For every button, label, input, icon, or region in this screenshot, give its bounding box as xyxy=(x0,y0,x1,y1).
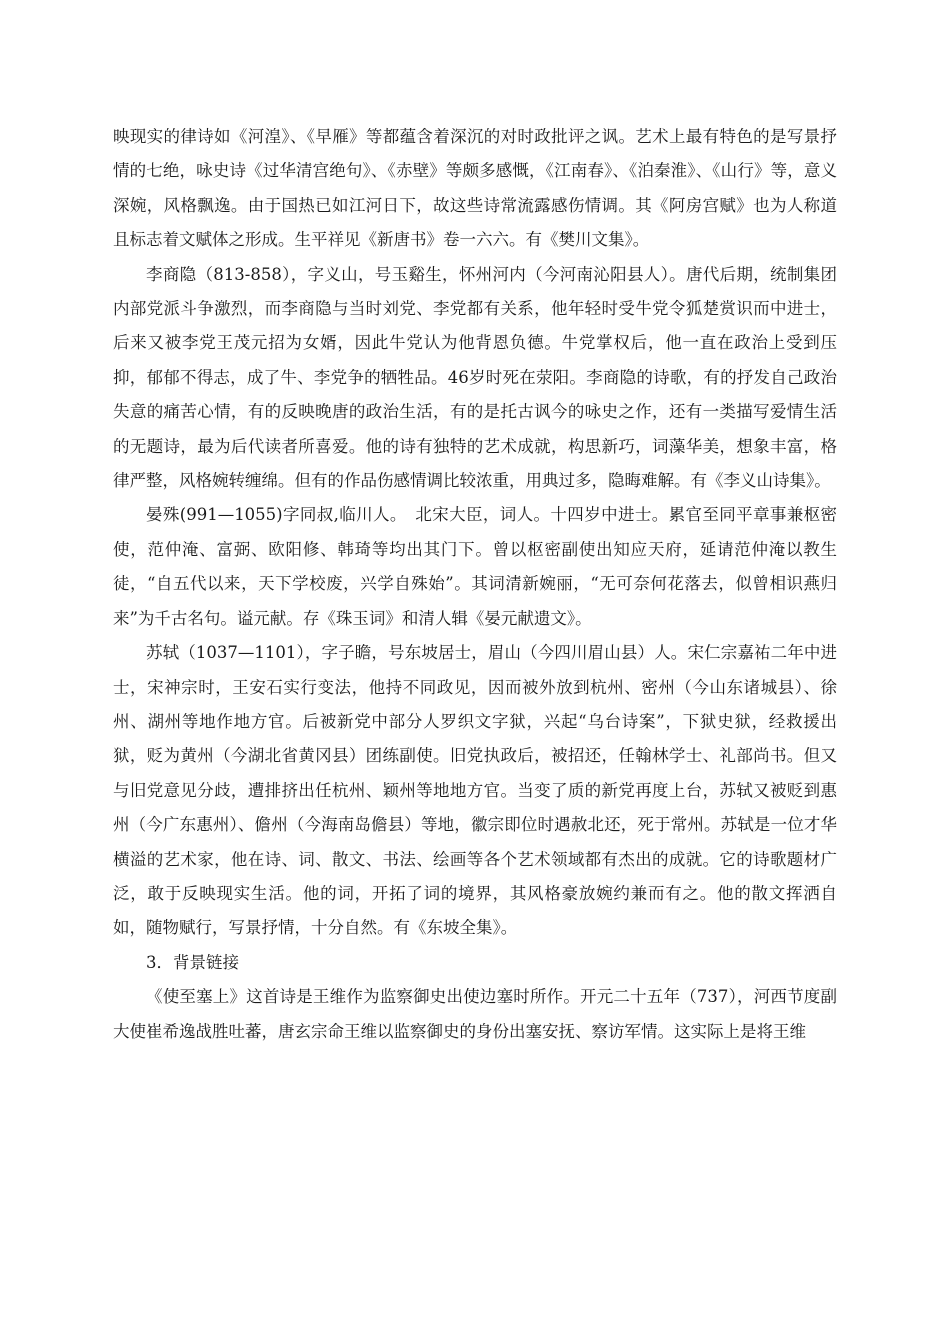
paragraph-background: 《使至塞上》这首诗是王维作为监察御史出使边塞时所作。开元二十五年（737），河西节度副大使崔希逸战胜吐蕃，唐玄宗命王维以监察御史的身份出塞安抚、察访军情。这实际上是将王维 xyxy=(113,987,837,1041)
paragraph-li-shangyin: 李商隐（813-858），字义山，号玉谿生，怀州河内（今河南沁阳县人）。唐代后期，统制集团内部党派斗争激烈，而李商隐与当时刘党、李党都有关系，他年轻时受牛党令狐楚赏识而中进士，后来又被李党王茂元招为女婿，因此牛党认为他背恩负德。牛党掌权后，他一直在政治上受到压抑，郁郁不得志，成了牛、李党争的牺牲品。46岁时死在荥阳。李商隐的诗歌，有的抒发自己政治失意的痛苦心情，有的反映晚唐的政治生活，有的是托古讽今的咏史之作，还有一类描写爱情生活的无题诗，最为后代读者所喜爱。他的诗有独特的艺术成就，构思新巧，词藻华美，想象丰富，格律严整，风格婉转缠绵。但有的作品伤感情调比较浓重，用典过多，隐晦难解。有《李义山诗集》。 xyxy=(113,264,837,491)
paragraph-su-shi: 苏轼（1037—1101），字子瞻，号东坡居士，眉山（今四川眉山县）人。宋仁宗嘉祐二年中进士，宋神宗时，王安石实行变法，他持不同政见，因而被外放到杭州、密州（今山东诸城县）、徐州、湖州等地作地方官。后被新党中部分人罗织文字狱，兴起“乌台诗案”，下狱史狱，经救援出狱，贬为黄州（今湖北省黄冈县）团练副使。旧党执政后，被招还，任翰林学士、礼部尚书。但又与旧党意见分歧，遭排挤出任杭州、颖州等地地方官。当变了质的新党再度上台，苏轼又被贬到惠州（今广东惠州）、儋州（今海南岛儋县）等地，徽宗即位时遇赦北还，死于常州。苏轼是一位才华横溢的艺术家，他在诗、词、散文、书法、绘画等各个艺术领域都有杰出的成就。它的诗歌题材广泛，敢于反映现实生活。他的词，开拓了词的境界，其风格豪放婉约兼而有之。他的散文挥洒自如，随物赋行，写景抒情，十分自然。有《东坡全集》。 xyxy=(113,643,837,938)
paragraph-yan-shu: 晏殊(991—1055)字同叔,临川人。 北宋大臣，词人。十四岁中进士。累官至同平章事兼枢密使，范仲淹、富弼、欧阳修、韩琦等均出其门下。曾以枢密副使出知应天府，延请范仲淹以教生徒，“自五代以来，天下学校废，兴学自殊始”。其词清新婉丽，“无可奈何花落去，似曾相识燕归来”为千古名句。谥元献。存《珠玉词》和清人辑《晏元献遗文》。 xyxy=(113,505,837,628)
document-page xyxy=(113,120,837,1049)
section-heading: 3．背景链接 xyxy=(146,952,239,972)
paragraph-dumu-continued: 映现实的律诗如《河湟》、《早雁》等都蕴含着深沉的对时政批评之讽。艺术上最有特色的是写景抒情的七绝，咏史诗《过华清宫绝句》、《赤壁》等颇多感慨，《江南春》、《泊秦淮》、《山行》等，意义深婉，风格飘逸。由于国热已如江河日下，故这些诗常流露感伤情调。其《阿房宫赋》也为人称道且标志着文赋体之形成。生平祥见《新唐书》卷一六六。有《樊川文集》。 xyxy=(113,127,837,250)
